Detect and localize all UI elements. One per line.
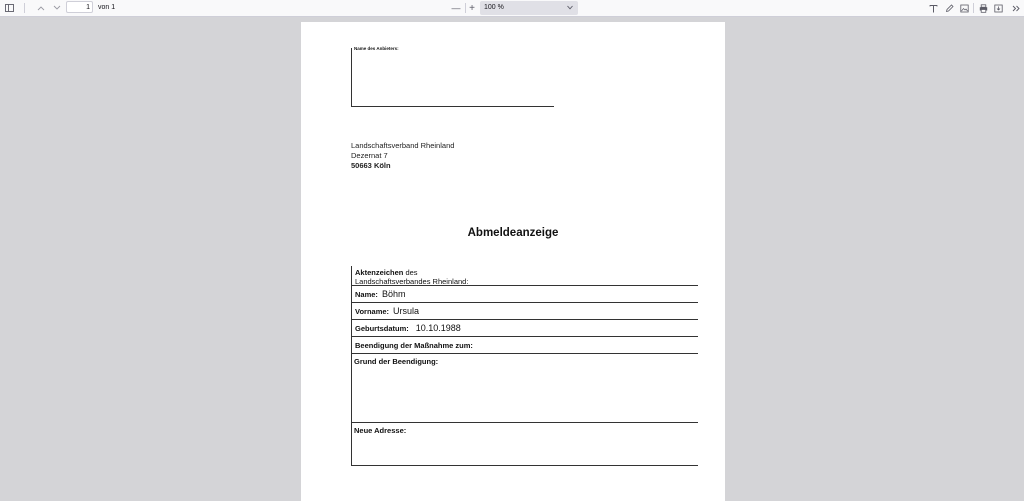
vorname-row[interactable] (352, 303, 698, 320)
address-line-city: 50663 Köln (351, 161, 391, 170)
geburtsdatum-value: 10.10.1988 (415, 323, 461, 333)
vorname-label: Vorname: (355, 306, 390, 316)
beendigung-row[interactable] (352, 337, 698, 354)
print-icon[interactable] (977, 1, 989, 15)
provider-name-field[interactable] (351, 48, 554, 107)
grund-label: Grund der Beendigung: (354, 357, 439, 366)
next-page-icon[interactable] (51, 1, 63, 15)
neue-adresse-row[interactable] (352, 423, 698, 466)
neue-adresse-label: Neue Adresse: (354, 426, 407, 435)
chevron-down-icon (567, 5, 573, 10)
draw-tool-icon[interactable] (943, 1, 955, 15)
vorname-value: Ursula (393, 306, 420, 316)
geburtsdatum-label: Geburtsdatum: (355, 323, 409, 333)
page-count-label: von 1 (98, 4, 116, 11)
aktenzeichen-label: Aktenzeichen (355, 268, 404, 277)
toolbar-divider (24, 3, 25, 13)
previous-page-icon[interactable] (35, 1, 47, 15)
toolbar-divider (973, 3, 974, 13)
name-label: Name: (355, 289, 378, 299)
page-number-input[interactable]: 1 (66, 1, 93, 13)
grund-row[interactable] (352, 354, 698, 423)
pdf-toolbar (0, 0, 1024, 17)
beendigung-label: Beendigung der Maßnahme zum: (355, 340, 473, 350)
zoom-value: 100 % (484, 4, 504, 11)
address-line-organization: Landschaftsverband Rheinland (351, 141, 455, 150)
provider-name-label: Name des Anbieters: (354, 46, 399, 51)
deregistration-form (351, 266, 698, 466)
aktenzeichen-label-line2: Landschaftsverbandes Rheinland: (355, 277, 469, 286)
save-download-icon[interactable] (992, 1, 1004, 15)
document-title: Abmeldeanzeige (467, 227, 559, 239)
sidebar-toggle-icon[interactable] (3, 1, 15, 15)
text-tool-icon[interactable] (927, 1, 939, 15)
zoom-out-button[interactable]: — (451, 3, 461, 13)
image-tool-icon[interactable] (958, 1, 970, 15)
aktenzeichen-label-suffix: des (403, 268, 418, 277)
pdf-page (301, 22, 725, 501)
name-row[interactable] (352, 286, 698, 303)
address-line-department: Dezernat 7 (351, 151, 388, 160)
zoom-select[interactable] (480, 1, 578, 15)
geburtsdatum-row[interactable] (352, 320, 698, 337)
more-tools-icon[interactable] (1010, 1, 1022, 15)
name-value: Böhm (381, 289, 406, 299)
aktenzeichen-row[interactable] (352, 266, 698, 286)
zoom-in-button[interactable]: + (469, 2, 475, 14)
